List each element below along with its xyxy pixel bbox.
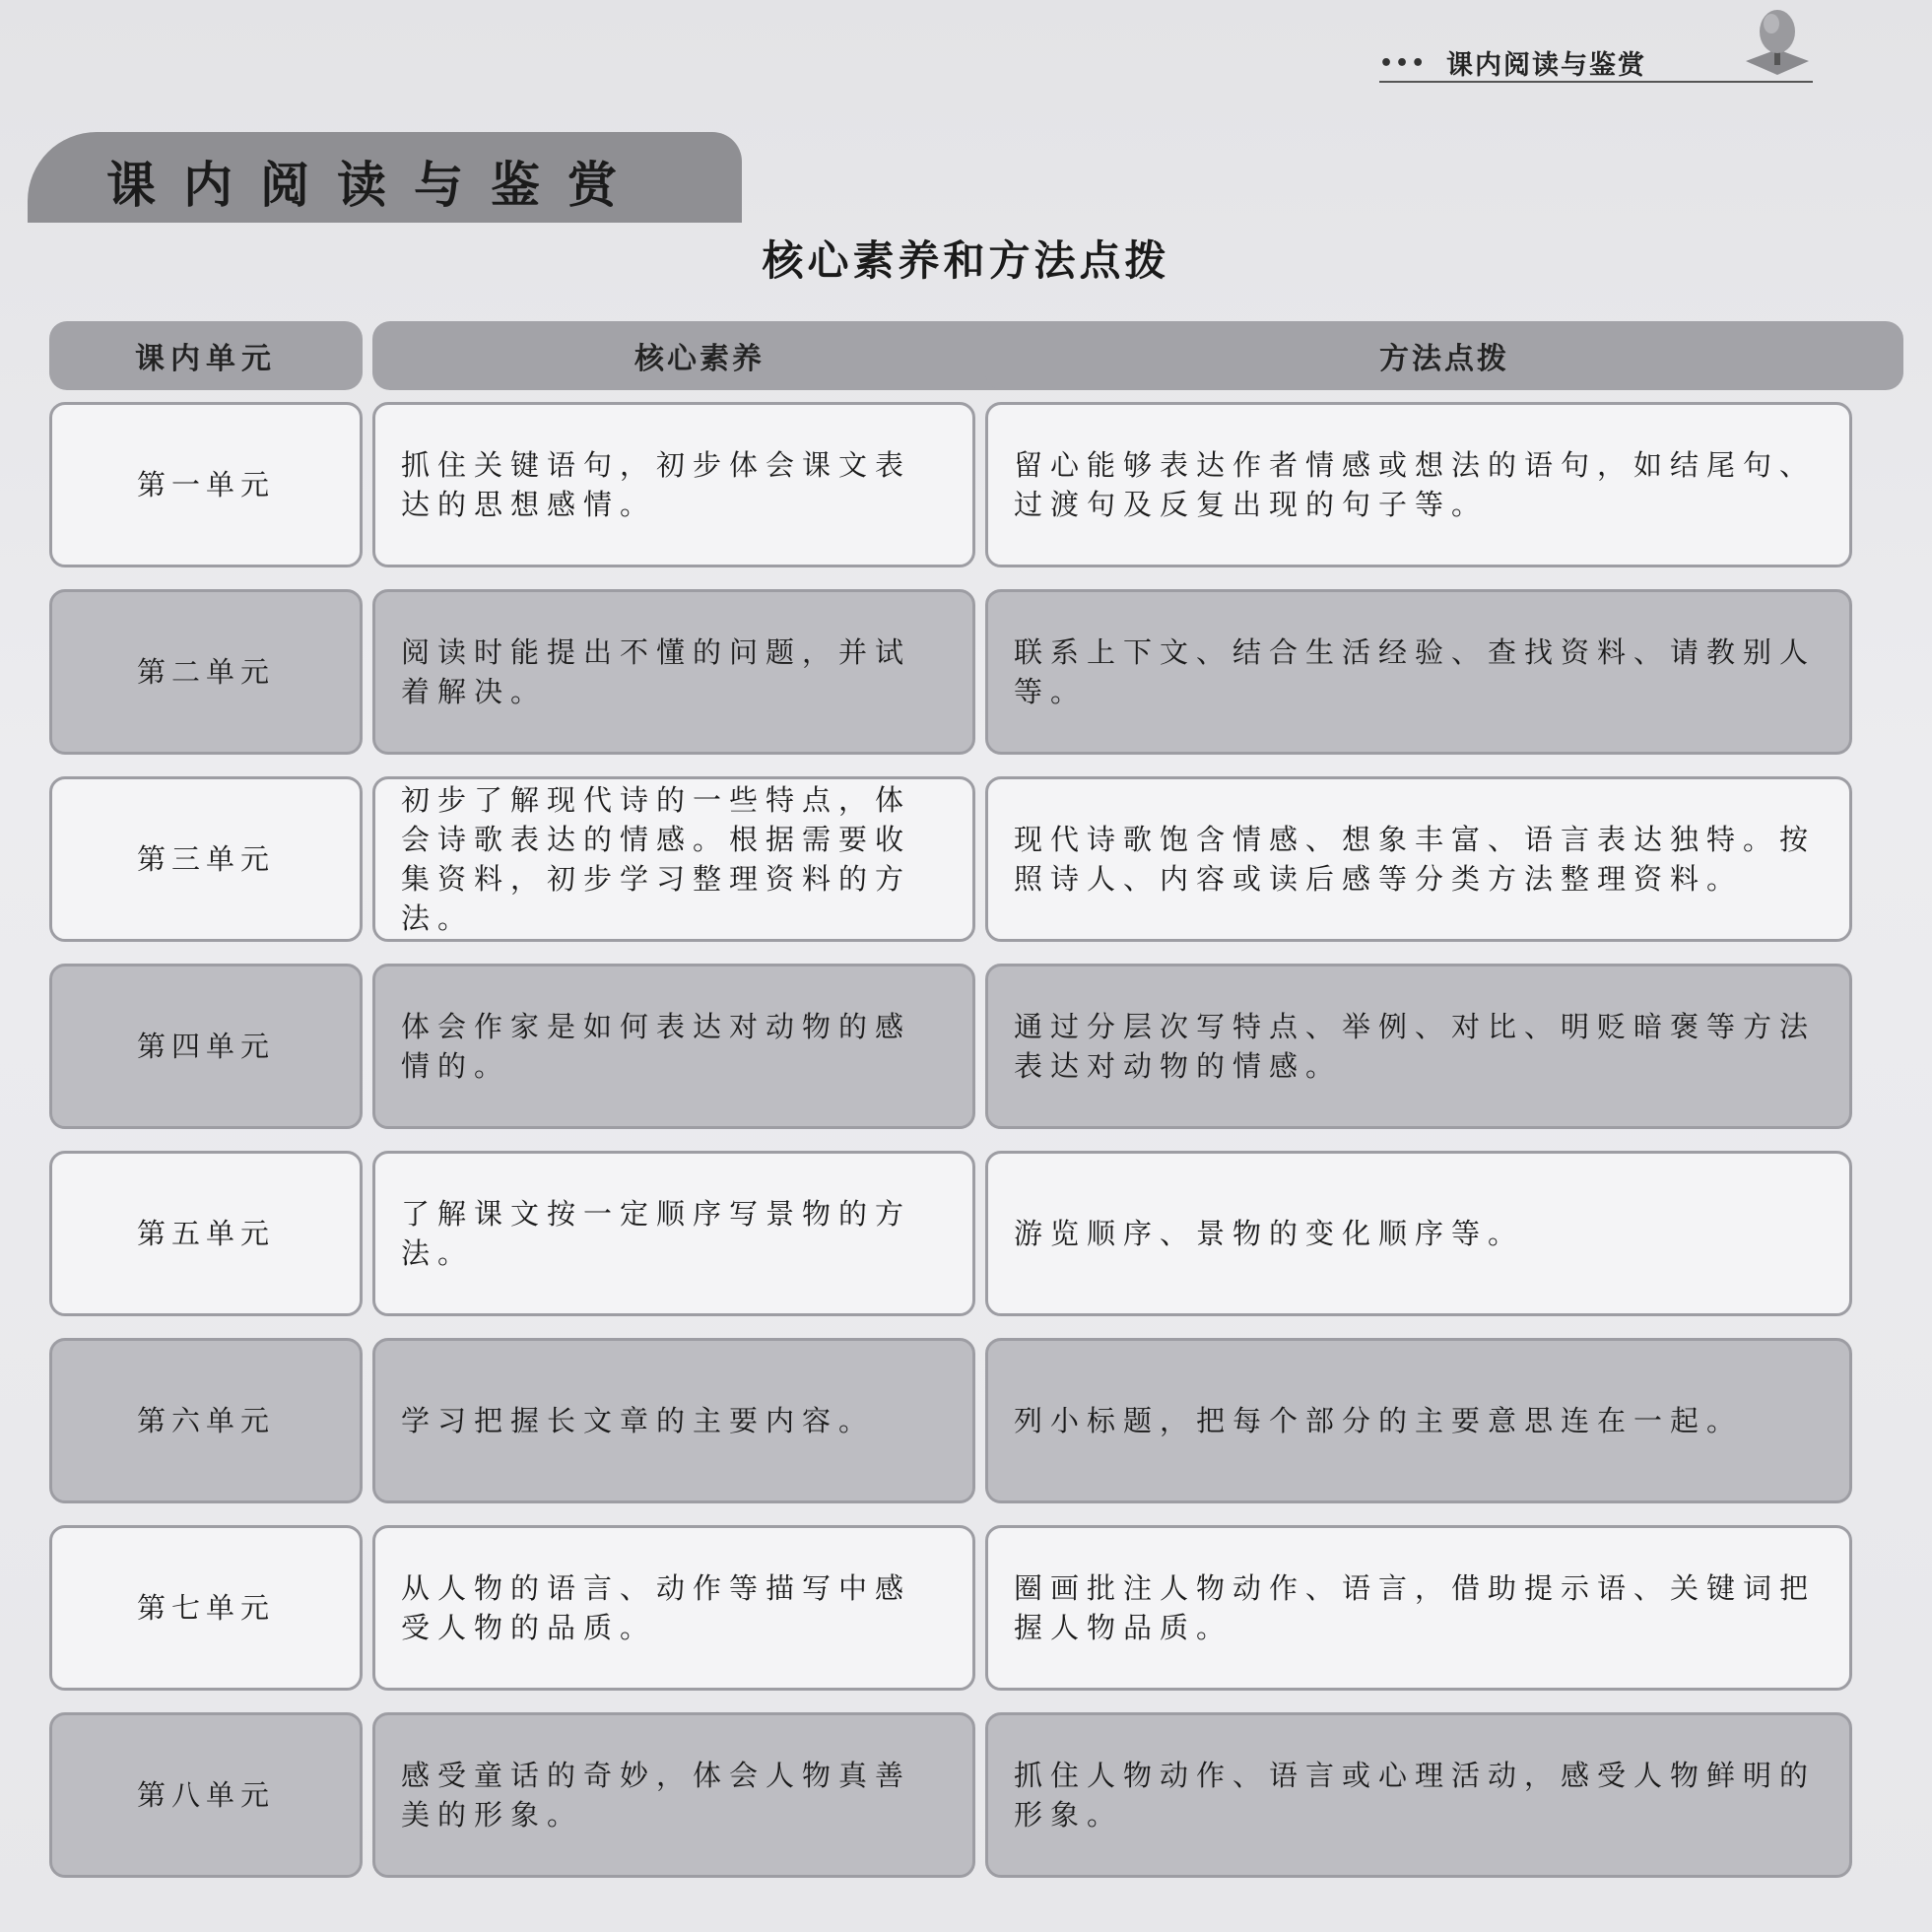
unit-cell: 第四单元 (49, 964, 363, 1129)
method-cell: 圈画批注人物动作、语言，借助提示语、关键词把握人物品质。 (985, 1525, 1852, 1691)
method-cell: 联系上下文、结合生活经验、查找资料、请教别人等。 (985, 589, 1852, 755)
literacy-cell: 了解课文按一定顺序写景物的方法。 (372, 1151, 975, 1316)
unit-cell: 第八单元 (49, 1712, 363, 1878)
table-row (49, 964, 1892, 1151)
unit-cell: 第二单元 (49, 589, 363, 755)
method-cell: 列小标题，把每个部分的主要意思连在一起。 (985, 1338, 1852, 1503)
literacy-cell: 学习把握长文章的主要内容。 (372, 1338, 975, 1503)
literacy-cell: 感受童话的奇妙，体会人物真善美的形象。 (372, 1712, 975, 1878)
header-unit: 课内单元 (49, 321, 363, 390)
table-row (49, 589, 1892, 776)
unit-table (49, 321, 1892, 1899)
header-method: 方法点拨 (985, 321, 1903, 390)
table-row (49, 776, 1892, 964)
tree-icon (1742, 4, 1813, 83)
running-header-text: 课内阅读与鉴赏 (1446, 50, 1646, 81)
method-cell: 通过分层次写特点、举例、对比、明贬暗褒等方法表达对动物的情感。 (985, 964, 1852, 1129)
table-row (49, 1151, 1892, 1338)
method-cell: 游览顺序、景物的变化顺序等。 (985, 1151, 1852, 1316)
section-banner (28, 132, 742, 223)
method-cell: 现代诗歌饱含情感、想象丰富、语言表达独特。按照诗人、内容或读后感等分类方法整理资料。 (985, 776, 1852, 942)
method-cell: 留心能够表达作者情感或想法的语句，如结尾句、过渡句及反复出现的句子等。 (985, 402, 1852, 567)
table-row (49, 402, 1892, 589)
unit-cell: 第七单元 (49, 1525, 363, 1691)
unit-cell: 第六单元 (49, 1338, 363, 1503)
section-title: 课内阅读与鉴赏 (106, 156, 644, 214)
literacy-cell: 阅读时能提出不懂的问题，并试着解决。 (372, 589, 975, 755)
page-title: 核心素养和方法点拨 (762, 236, 1170, 285)
table-row (49, 1525, 1892, 1712)
literacy-cell: 抓住关键语句，初步体会课文表达的思想感情。 (372, 402, 975, 567)
unit-cell: 第三单元 (49, 776, 363, 942)
literacy-cell: 初步了解现代诗的一些特点，体会诗歌表达的情感。根据需要收集资料，初步学习整理资料的方法。 (372, 776, 975, 942)
header-dots: ••• (1379, 51, 1428, 76)
table-row (49, 1338, 1892, 1525)
method-cell: 抓住人物动作、语言或心理活动，感受人物鲜明的形象。 (985, 1712, 1852, 1878)
table-row (49, 1712, 1892, 1899)
table-header (49, 321, 1892, 402)
literacy-cell: 体会作家是如何表达对动物的感情的。 (372, 964, 975, 1129)
header-literacy: 核心素养 (372, 321, 1027, 390)
unit-cell: 第一单元 (49, 402, 363, 567)
unit-cell: 第五单元 (49, 1151, 363, 1316)
literacy-cell: 从人物的语言、动作等描写中感受人物的品质。 (372, 1525, 975, 1691)
